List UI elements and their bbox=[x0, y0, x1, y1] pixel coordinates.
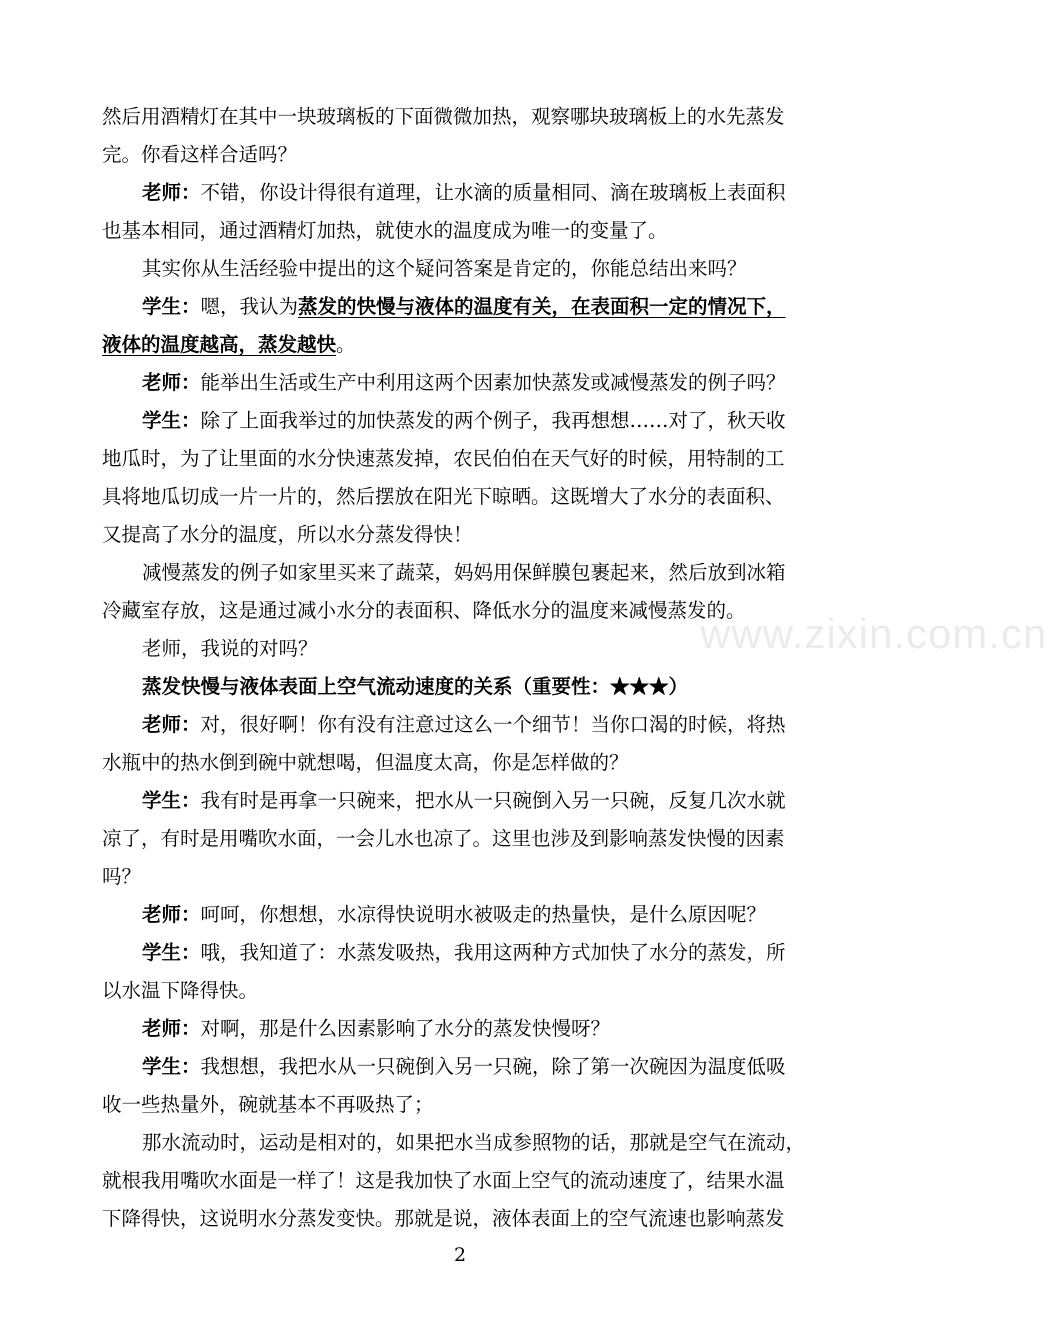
dialogue-line bbox=[142, 290, 842, 324]
speaker-label: 学生： bbox=[142, 941, 201, 964]
dialogue-text: 能举出生活或生产中利用这两个因素加快蒸发或减慢蒸发的例子吗？ bbox=[200, 371, 786, 394]
conclusion-emphasis: 液体的温度越高，蒸发越快 bbox=[102, 333, 337, 356]
text-line: 地瓜时，为了让里面的水分快速蒸发掉，农民伯伯在天气好的时候，用特制的工 bbox=[102, 447, 785, 470]
text-line: 那水流动时，运动是相对的，如果把水当成参照物的话，那就是空气在流动， bbox=[142, 1131, 806, 1154]
text-line: 凉了，有时是用嘴吹水面，一会儿水也凉了。这里也涉及到影响蒸发快慢的因素 bbox=[102, 827, 785, 850]
text-line: 老师，我说的对吗？ bbox=[142, 637, 318, 660]
dialogue-text: 除了上面我举过的加快蒸发的两个例子，我再想想……对了，秋天收 bbox=[200, 409, 786, 432]
text-line: 收一些热量外，碗就基本不再吸热了； bbox=[102, 1093, 434, 1116]
dialogue-text: 哦，我知道了：水蒸发吸热，我用这两种方式加快了水分的蒸发，所 bbox=[200, 941, 786, 964]
text-line: 也基本相同，通过酒精灯加热，就使水的温度成为唯一的变量了。 bbox=[102, 219, 668, 242]
dialogue-text: 呵呵，你想想，水凉得快说明水被吸走的热量快，是什么原因呢？ bbox=[200, 903, 767, 926]
speaker-label: 学生： bbox=[142, 1055, 201, 1078]
dialogue-text: 。 bbox=[336, 333, 356, 356]
dialogue-text: 对，很好啊！你有没有注意过这么一个细节！当你口渴的时候，将热 bbox=[200, 713, 786, 736]
dialogue-line bbox=[142, 708, 842, 742]
dialogue-line bbox=[142, 1050, 842, 1084]
text-line: 具将地瓜切成一片一片的，然后摆放在阳光下晾晒。这既增大了水分的表面积、 bbox=[102, 485, 785, 508]
conclusion-emphasis: 蒸发的快慢与液体的温度有关，在表面积一定的情况下， bbox=[298, 295, 786, 318]
dialogue-text: 对啊，那是什么因素影响了水分的蒸发快慢呀？ bbox=[200, 1017, 611, 1040]
dialogue-line bbox=[142, 898, 842, 932]
dialogue-text: 我有时是再拿一只碗来，把水从一只碗倒入另一只碗，反复几次水就 bbox=[200, 789, 786, 812]
speaker-label: 学生： bbox=[142, 295, 201, 318]
speaker-label: 学生： bbox=[142, 789, 201, 812]
text-line: 然后用酒精灯在其中一块玻璃板的下面微微加热，观察哪块玻璃板上的水先蒸发 bbox=[102, 105, 785, 128]
text-line: 吗？ bbox=[102, 865, 142, 888]
dialogue-line bbox=[142, 404, 842, 438]
dialogue-line bbox=[142, 176, 842, 210]
text-line: 水瓶中的热水倒到碗中就想喝，但温度太高，你是怎样做的？ bbox=[102, 751, 629, 774]
text-line: 就根我用嘴吹水面是一样了！这是我加快了水面上空气的流动速度了，结果水温 bbox=[102, 1169, 785, 1192]
text-line bbox=[102, 328, 842, 362]
text-line: 冷藏室存放，这是通过减小水分的表面积、降低水分的温度来减慢蒸发的。 bbox=[102, 599, 746, 622]
dialogue-text: 不错，你设计得很有道理，让水滴的质量相同、滴在玻璃板上表面积 bbox=[200, 181, 786, 204]
dialogue-line bbox=[142, 1012, 842, 1046]
speaker-label: 老师： bbox=[142, 181, 201, 204]
text-line: 以水温下降得快。 bbox=[102, 979, 259, 1002]
text-line: 又提高了水分的温度，所以水分蒸发得快！ bbox=[102, 523, 473, 546]
speaker-label: 老师： bbox=[142, 1017, 201, 1040]
dialogue-text: 嗯，我认为 bbox=[200, 295, 299, 318]
speaker-label: 学生： bbox=[142, 409, 201, 432]
dialogue-line bbox=[142, 936, 842, 970]
page-number: 2 bbox=[453, 1244, 467, 1266]
text-line: 减慢蒸发的例子如家里买来了蔬菜，妈妈用保鲜膜包裹起来，然后放到冰箱 bbox=[142, 561, 786, 584]
watermark: www.zixin.com.cn bbox=[700, 610, 1047, 657]
dialogue-line bbox=[142, 366, 842, 400]
speaker-label: 老师： bbox=[142, 903, 201, 926]
dialogue-line bbox=[142, 784, 842, 818]
section-heading: 蒸发快慢与液体表面上空气流动速度的关系（重要性：★★★） bbox=[142, 675, 689, 698]
text-line: 下降得快，这说明水分蒸发变快。那就是说，液体表面上的空气流速也影响蒸发 bbox=[102, 1207, 785, 1230]
speaker-label: 老师： bbox=[142, 371, 201, 394]
speaker-label: 老师： bbox=[142, 713, 201, 736]
text-line: 完。你看这样合适吗？ bbox=[102, 143, 298, 166]
text-line: 其实你从生活经验中提出的这个疑问答案是肯定的，你能总结出来吗？ bbox=[142, 257, 747, 280]
dialogue-text: 我想想，我把水从一只碗倒入另一只碗，除了第一次碗因为温度低吸 bbox=[200, 1055, 786, 1078]
